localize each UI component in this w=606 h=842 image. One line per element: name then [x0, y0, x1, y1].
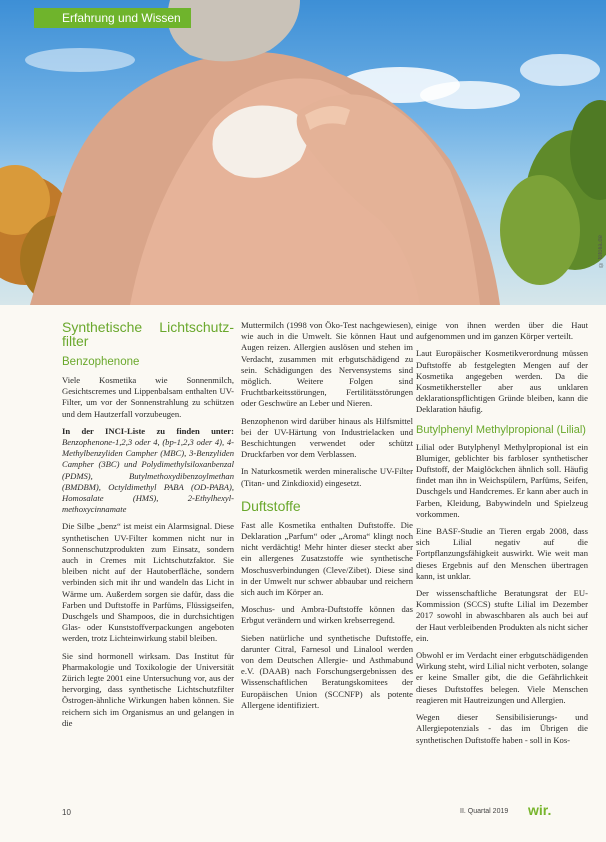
paragraph: Benzophenon wird darüber hinaus als Hilfsmittel bei der UV-Härtung von Industrielacken und Beschichtungen verwendet oder schützt Druckfarben vor dem Verblassen. [241, 415, 413, 460]
magazine-logo: wir. [528, 802, 552, 818]
paragraph: Muttermilch (1998 von Öko-Test nachgewiesen), wie auch in die Umwelt. Sie können Haut und Augen reizen. Allergien auslösen und stehen im Verdacht, zusammen mit erbgutschädigend zu sein. Schädigungen des Nervensystems sind möglich. Weitere Folgen sind Fruchtbarkeitsstörungen, Fertilitätsstörungen oder Geschwüre an Leber und Nieren. [241, 320, 413, 409]
column-3 [416, 320, 588, 752]
inci-list: Benzophenone-1,2,3 oder 4, (bp-1,2,3 oder 4), 4-Methylbenzyliden Campher (MBC), 3-Benzyliden Campher (3BC) und Polydimethylsiloxanbenzal (PDMS), Butylmethoxydibenzoylmethan (BMDBM), Octyldimethyl PABA (OD-PABA), Homosalate (HMS), 2-Ethylhexyl-methoxycinnamate [62, 437, 234, 515]
page-number: 10 [62, 808, 71, 817]
inci-paragraph [62, 426, 234, 516]
paragraph: einige von ihnen werden über die Haut aufgenommen und im ganzen Körper verteilt. [416, 320, 588, 342]
paragraph: Viele Kosmetika wie Sonnenmilch, Gesichtscremes und Lippenbalsam enthalten UV-Filter, um vor der Sonnenstrahlung zu schützen und dem Hautzerfall vorzubeugen. [62, 375, 234, 419]
column-1 [62, 320, 234, 735]
heading-synthetic-uv-filter: Synthetische Lichtschutz-filter [62, 319, 234, 349]
column-2 [241, 320, 413, 717]
paragraph: Fast alle Kosmetika enthalten Duftstoffe. Die Deklaration „Parfum“ oder „Aroma“ klingt noch nicht verdächtig! Mehr hinter dieser steckt aber ein allergenes Zusatzstoffe wie synthetische Moschusverbindungen (Cleve/Zibet). Diese sind in der Umwelt nur schwer abbaubar und reichern sich auch im Körper an. [241, 519, 413, 598]
inci-lead: In der INCI-Liste zu finden unter: [62, 425, 234, 436]
paragraph: Wegen dieser Sensibilisierungs- und Allergiepotenzials - das im Übrigen die synthetischen Duftstoffe haben - soll in Kos- [416, 712, 588, 745]
photo-credit: © fotolia.de [598, 235, 604, 268]
heading-duftstoffe: Duftstoffe [241, 497, 301, 514]
paragraph: Sie sind hormonell wirksam. Das Institut für Pharmakologie und Toxikologie der Universität Zürich legte 2001 eine Untersuchung vor, aus der hervorging, dass synthetische Lichtschutzfilter Östrogen-ähnliche Wirkungen haben können. Sie reichern sich im Organismus an und gelangen in die [62, 650, 234, 728]
paragraph: In Naturkosmetik werden mineralische UV-Filter (Titan- und Zinkdioxid) eingesetzt. [241, 466, 413, 488]
paragraph: Eine BASF-Studie an Tieren ergab 2008, dass sich Lilial negativ auf die Fortpflanzungsfähigkeit auswirkt. Wie weit man dieses Ergebnis auf den Menschen übertragen kann, ist unklar. [416, 526, 588, 581]
issue-label: II. Quartal 2019 [460, 808, 509, 815]
heading-lilial: Butylphenyl Methylpropional (Lilial) [416, 423, 586, 436]
paragraph: Obwohl er im Verdacht einer erbgutschädigenden Wirkung steht, wird Lilial nicht verboten, solange er keine Smaller gibt, die die Gefährlichkeit dieses Duftstoffes belegen. Viele Menschen reagieren mit Hautreizungen und Allergien. [416, 650, 588, 705]
paragraph: Die Silbe „benz“ ist meist ein Alarmsignal. Diese synthetischen UV-Filter kommen nicht nur in Sonnenschutzprodukten zum Einsatz, sondern auch in Cremes mit Lichtschutzfaktor. Sie bleiben nicht auf der Hautoberfläche, sondern verbinden sich mit ihr und wandeln das Licht in Wärme um. Außerdem sorgen sie dafür, dass die Farben und Duftstoffe in Parfüms, Flüssigseifen, Duschgels und Shampoos, die in durchsichtigen Glas- oder Kunststoffverpackungen angeboten werden, trotz Lichteinwirkung stabil bleiben. [62, 521, 234, 644]
section-tag: Erfahrung und Wissen [34, 8, 191, 28]
paragraph: Laut Europäischer Kosmetikverordnung müssen Duftstoffe ab festgelegten Mengen auf der Kosmetika angegeben werden. Da die Kosmetikhersteller aber aus unklaren deklarationspflichtigen Gründe bleiben, kann die Deklaration häufig. [416, 348, 588, 415]
paragraph: Lilial oder Butylphenyl Methylpropional ist ein Blumiger, geblichter bis farbloser synthetischer Duftstoff, der Maiglöckchen ähnlich soll. Häufig findet man ihn in Weichspülern, Parfüms, Seifen, Duschgels und Handcremes. Er kann aber auch in Farben, Kleidung, Babywindeln und Spielzeug vorkommen. [416, 441, 588, 519]
hero-photo [0, 0, 606, 305]
hero-illustration [0, 0, 606, 305]
subheading-benzophenone: Benzophenone [62, 356, 140, 368]
paragraph: Sieben natürliche und synthetische Duftstoffe, darunter Citral, Farnesol und Linalool werden von dem Deutschen Allergie- und Asthmabund e.V. (DAAB) nach Forschungsergebnissen des Wissenschaftlichen Beratungskomitees der Europäischen Union (SCCNFP) als potente Allergene identifiziert. [241, 632, 413, 710]
paragraph: Der wissenschaftliche Beratungsrat der EU-Kommission (SCCS) stufte Lilial im Dezember 2017 sowohl in abwaschbaren als auch bei auf der Haut verbleibenden Produkten als nicht sicher ein. [416, 588, 588, 643]
paragraph: Moschus- und Ambra-Duftstoffe können das Erbgut verändern und wirken krebserregend. [241, 604, 413, 626]
